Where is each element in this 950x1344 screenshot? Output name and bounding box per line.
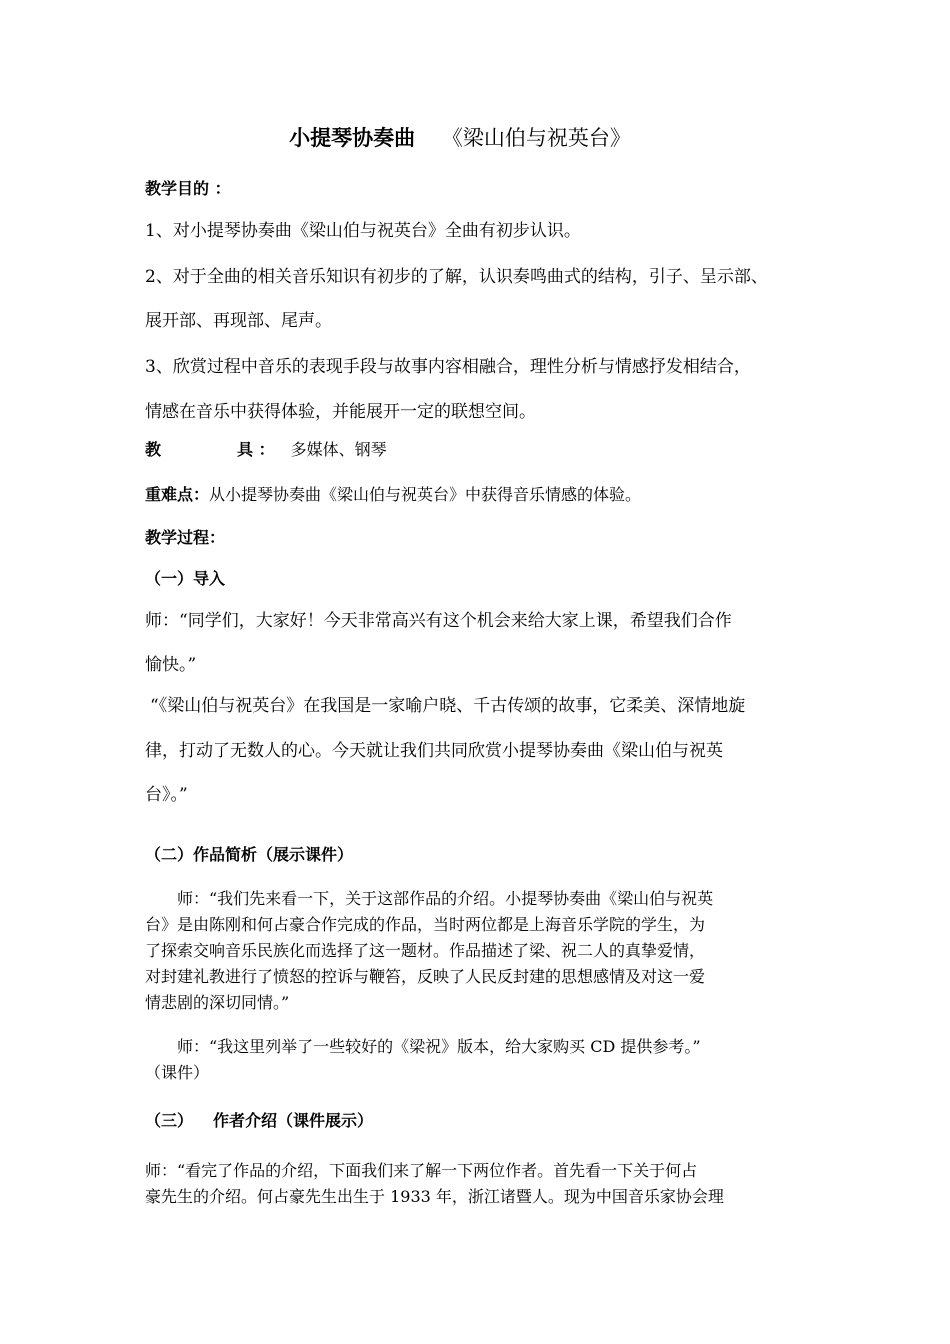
section2-p1-line-5: 情悲剧的深切同情。” — [145, 993, 290, 1012]
objective-item-3-line-2: 情感在音乐中获得体验，并能展开一定的联想空间。 — [145, 402, 536, 422]
section2-p1-line-1: 师：“我们先来看一下，关于这部作品的介绍。小提琴协奏曲《梁山伯与祝英 — [177, 889, 714, 908]
objective-item-1: 1、对小提琴协奏曲《梁山伯与祝英台》全曲有初步认识。 — [145, 221, 581, 241]
section1-heading: （一）导入 — [145, 569, 226, 588]
section1-p2-line-3: 台》。” — [145, 785, 188, 805]
objective-item-2-line-2: 展开部、再现部、尾声。 — [145, 311, 332, 331]
section2-p2-line-2: （课件） — [145, 1063, 210, 1082]
objectives-heading: 教学目的 ： — [145, 179, 231, 198]
section2-heading: （二）作品简析（展示课件） — [145, 845, 354, 864]
title-part1: 小提琴协奏曲 — [289, 126, 416, 150]
objective-item-2-line-1: 2、对于全曲的相关音乐知识有初步的了解，认识奏鸣曲式的结构，引子、呈示部、 — [145, 267, 768, 287]
section2-p1-line-2: 台》是由陈刚和何占豪合作完成的作品，当时两位都是上海音乐学院的学生，为 — [145, 915, 706, 934]
objective-item-3-line-1: 3、欣赏过程中音乐的表现手段与故事内容相融合，理性分析与情感抒发相结合， — [145, 357, 751, 377]
section1-p2-line-2: 律，打动了无数人的心。今天就让我们共同欣赏小提琴协奏曲《梁山伯与祝英 — [145, 741, 723, 761]
tools-value: 多媒体、钢琴 — [290, 440, 387, 459]
tools-line — [145, 437, 387, 460]
section3-p1-line-2: 豪先生的介绍。何占豪先生出生于 1933 年，浙江诸暨人。现为中国音乐家协会理 — [145, 1187, 724, 1206]
section2-p1-line-4: 对封建礼教进行了愤怒的控诉与鞭笞，反映了人民反封建的思想感情及对这一爱 — [145, 967, 706, 986]
section3-heading-a: （三） — [145, 1111, 194, 1130]
section3-heading — [145, 1108, 373, 1131]
section2-p1-line-3: 了探索交响音乐民族化而选择了这一题材。作品描述了梁、祝二人的真挚爱情， — [145, 941, 706, 960]
section3-p1-line-1: 师：“看完了作品的介绍，下面我们来了解一下两位作者。首先看一下关于何占 — [145, 1161, 698, 1180]
section3-heading-b: 作者介绍（课件展示） — [213, 1111, 374, 1130]
key-points-label: 重难点： — [145, 485, 210, 504]
tools-label-b: 具 ： — [237, 440, 275, 459]
section2-p2-line-1: 师：“我这里列举了一些较好的《梁祝》版本，给大家购买 CD 提供参考。” — [177, 1037, 701, 1056]
tools-label-a: 教 — [145, 440, 162, 459]
section1-p1-line-2: 愉快。” — [145, 655, 197, 675]
section1-p2-line-1: “《梁山伯与祝英台》在我国是一家喻户晓、千古传颂的故事，它柔美、深情地旋 — [150, 696, 746, 716]
key-points-line — [145, 482, 641, 505]
document-title — [0, 122, 920, 152]
section1-p1-line-1: 师：“同学们，大家好！今天非常高兴有这个机会来给大家上课，希望我们合作 — [145, 611, 732, 631]
title-part2: 《梁山伯与祝英台》 — [441, 126, 631, 150]
process-heading: 教学过程： — [145, 528, 226, 547]
key-points-value: 从小提琴协奏曲《梁山伯与祝英台》中获得音乐情感的体验。 — [209, 485, 642, 504]
